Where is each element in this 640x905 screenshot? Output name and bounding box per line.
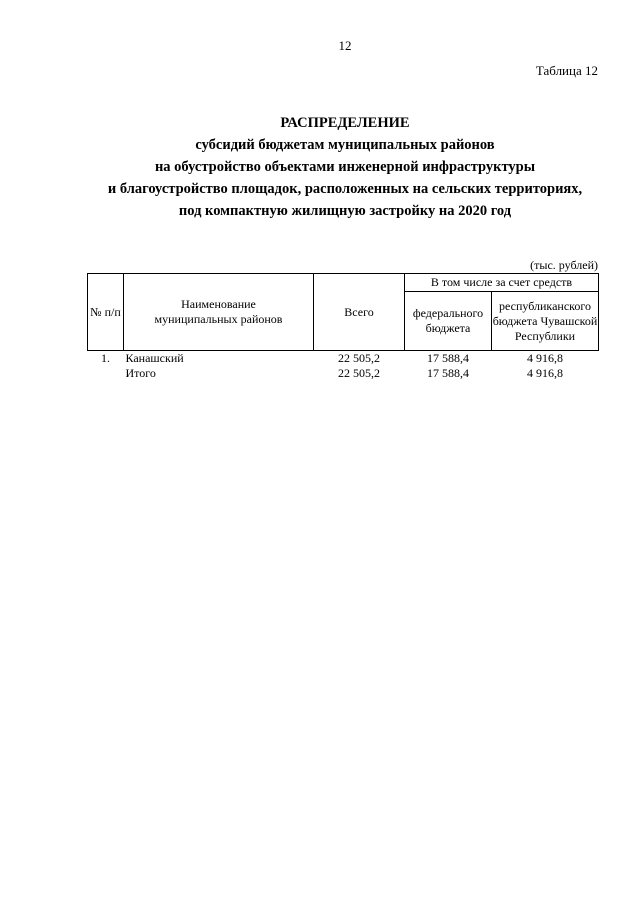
- cell-num: 1.: [101, 351, 110, 365]
- table-row: [88, 351, 599, 367]
- document-title: [85, 112, 605, 222]
- page-number: 12: [338, 38, 352, 53]
- cell-name: Итого: [125, 366, 156, 380]
- header-total: Всего: [314, 274, 405, 351]
- title-line: под компактную жилищную застройку на 2020 год: [178, 203, 512, 219]
- title-line: субсидий бюджетам муниципальных районов: [195, 137, 495, 153]
- cell-federal: 17 588,4: [427, 351, 469, 365]
- header-federal: федерального бюджета: [405, 292, 492, 351]
- subsidy-table: [87, 273, 599, 381]
- cell-federal: 17 588,4: [427, 366, 469, 380]
- header-num: № п/п: [88, 274, 124, 351]
- table-label: Таблица 12: [535, 63, 598, 78]
- title-line: на обустройство объектами инженерной инфраструктуры: [154, 159, 536, 175]
- units-label: (тыс. рублей): [530, 258, 598, 272]
- title-line: РАСПРЕДЕЛЕНИЕ: [280, 115, 410, 131]
- header-republic: республиканского бюджета Чувашской Республики: [492, 292, 599, 351]
- cell-num: [88, 366, 124, 381]
- cell-republic: 4 916,8: [527, 351, 563, 365]
- cell-total: 22 505,2: [338, 366, 380, 380]
- title-line: и благоустройство площадок, расположенных на сельских территориях,: [107, 181, 583, 197]
- header-group: В том числе за счет средств: [405, 274, 599, 292]
- cell-total: 22 505,2: [338, 351, 380, 365]
- header-name: Наименование муниципальных районов: [124, 274, 314, 351]
- table-row-total: [88, 366, 599, 381]
- cell-name: Канашский: [125, 351, 184, 365]
- cell-republic: 4 916,8: [527, 366, 563, 380]
